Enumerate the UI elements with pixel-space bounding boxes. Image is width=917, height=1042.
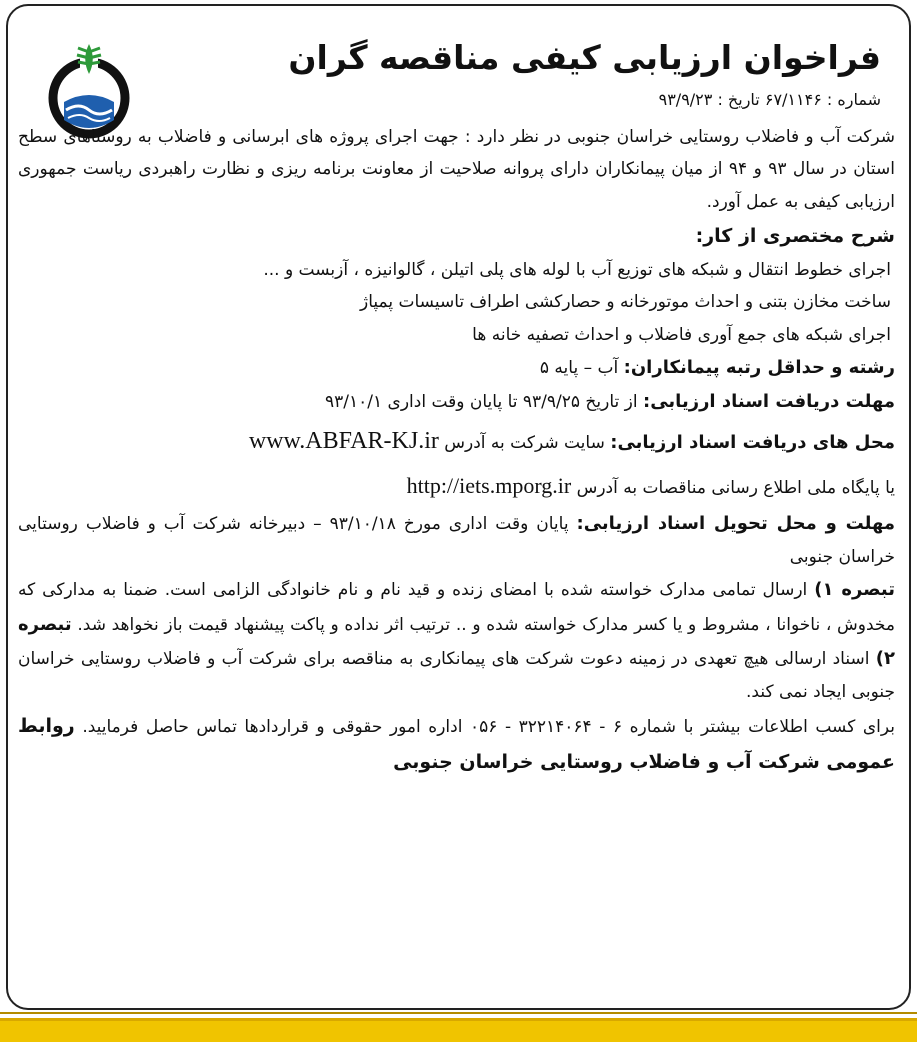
place-line bbox=[18, 419, 895, 465]
tender-notice bbox=[18, 32, 895, 780]
site-url-link[interactable]: www.ABFAR-KJ.ir bbox=[248, 428, 439, 455]
portal-text: یا پایگاه ملی اطلاع رسانی مناقصات به آدرس bbox=[576, 478, 895, 499]
signature: روابط عمومی شرکت آب و فاضلاب روستایی خراسان جنوبی bbox=[18, 715, 895, 774]
grade-line bbox=[18, 351, 895, 385]
scope-item: اجرای شبکه های جمع آوری فاضلاب و احداث تصفیه خانه ها bbox=[472, 324, 891, 345]
bottom-rule bbox=[0, 1012, 917, 1014]
note1-label: تبصره ۱) bbox=[814, 579, 895, 601]
bottom-yellow-strip bbox=[0, 1018, 917, 1042]
notice-title: فراخوان ارزیابی کیفی مناقصه گران bbox=[288, 38, 881, 77]
notice-number-date: شماره : ۶۷/۱۱۴۶ تاریخ : ۹۳/۹/۲۳ bbox=[658, 89, 881, 109]
notice-intro: شرکت آب و فاضلاب روستایی خراسان جنوبی در نظر دارد : جهت اجرای پروژه های ابرسانی و فاضلاب به روستاهای سطح استان در سال ۹۳ و ۹۴ از میان پیمانکاران دارای پروانه صلاحیت از معاونت برنامه ریزی و نظارت راهبردی ریاست جمهوری ارزیابی کیفی به عمل آورد. bbox=[18, 127, 895, 212]
note1-text: ارسال تمامی مدارک خواسته شده با امضای زنده و قید نام و نام خانوادگی الزامی است. ضمنا به مدارکی که مخدوش ، ناخوانا ، مشروط و یا کسر مدارک خواسته شده و .. ترتیب اثر نداده و پاکت پیشنهاد قیمت باز نخواهد شد. bbox=[18, 580, 896, 635]
note2-label: تبصره ۲) bbox=[18, 613, 895, 669]
scope-item: اجرای خطوط انتقال و شبکه های توزیع آب با لوله های پلی اتیلن ، گالوانیزه ، آزبست و ... bbox=[263, 260, 891, 281]
grade-value: آب – پایه ۵ bbox=[539, 358, 619, 379]
note2-text: اسناد ارسالی هیچ تعهدی در زمینه دعوت شرکت های پیمانکاری به مناقصه برای شرکت آب و فاضلاب روستایی خراسان جنوبی ایجاد نمی کند. bbox=[18, 648, 895, 702]
grade-label: رشته و حداقل رتبه پیمانکاران: bbox=[623, 357, 895, 379]
deadline-value: از تاریخ ۹۳/۹/۲۵ تا پایان وقت اداری ۹۳/۱۰/۱ bbox=[325, 392, 638, 413]
portal-url-link[interactable]: http://iets.mporg.ir bbox=[406, 473, 572, 499]
delivery-label: مهلت و محل تحویل اسناد ارزیابی: bbox=[576, 512, 895, 534]
contact-text: برای کسب اطلاعات بیشتر با شماره ۶ - ۳۲۲۱۴۰۶۴ - ۰۵۶ اداره امور حقوقی و قراردادها تماس حاصل فرمایید. bbox=[82, 717, 896, 738]
deadline-label: مهلت دریافت اسناد ارزیابی: bbox=[643, 391, 895, 413]
delivery-value: پایان وقت اداری مورخ ۹۳/۱۰/۱۸ – دبیرخانه شرکت آب و فاضلاب روستایی خراسان جنوبی bbox=[18, 513, 895, 568]
note1-paragraph bbox=[18, 573, 895, 708]
scope-item: ساخت مخازن بتنی و احداث موتورخانه و حصارکشی اطراف تاسیسات پمپاژ bbox=[360, 292, 891, 313]
scope-heading: شرح مختصری از کار: bbox=[695, 225, 895, 248]
deadline-line bbox=[18, 385, 895, 419]
contact-paragraph bbox=[18, 708, 895, 780]
portal-line bbox=[18, 465, 895, 507]
delivery-line bbox=[18, 507, 895, 573]
place-label: محل های دریافت اسناد ارزیابی: bbox=[610, 432, 895, 454]
place-value: سایت شرکت به آدرس bbox=[444, 433, 605, 454]
